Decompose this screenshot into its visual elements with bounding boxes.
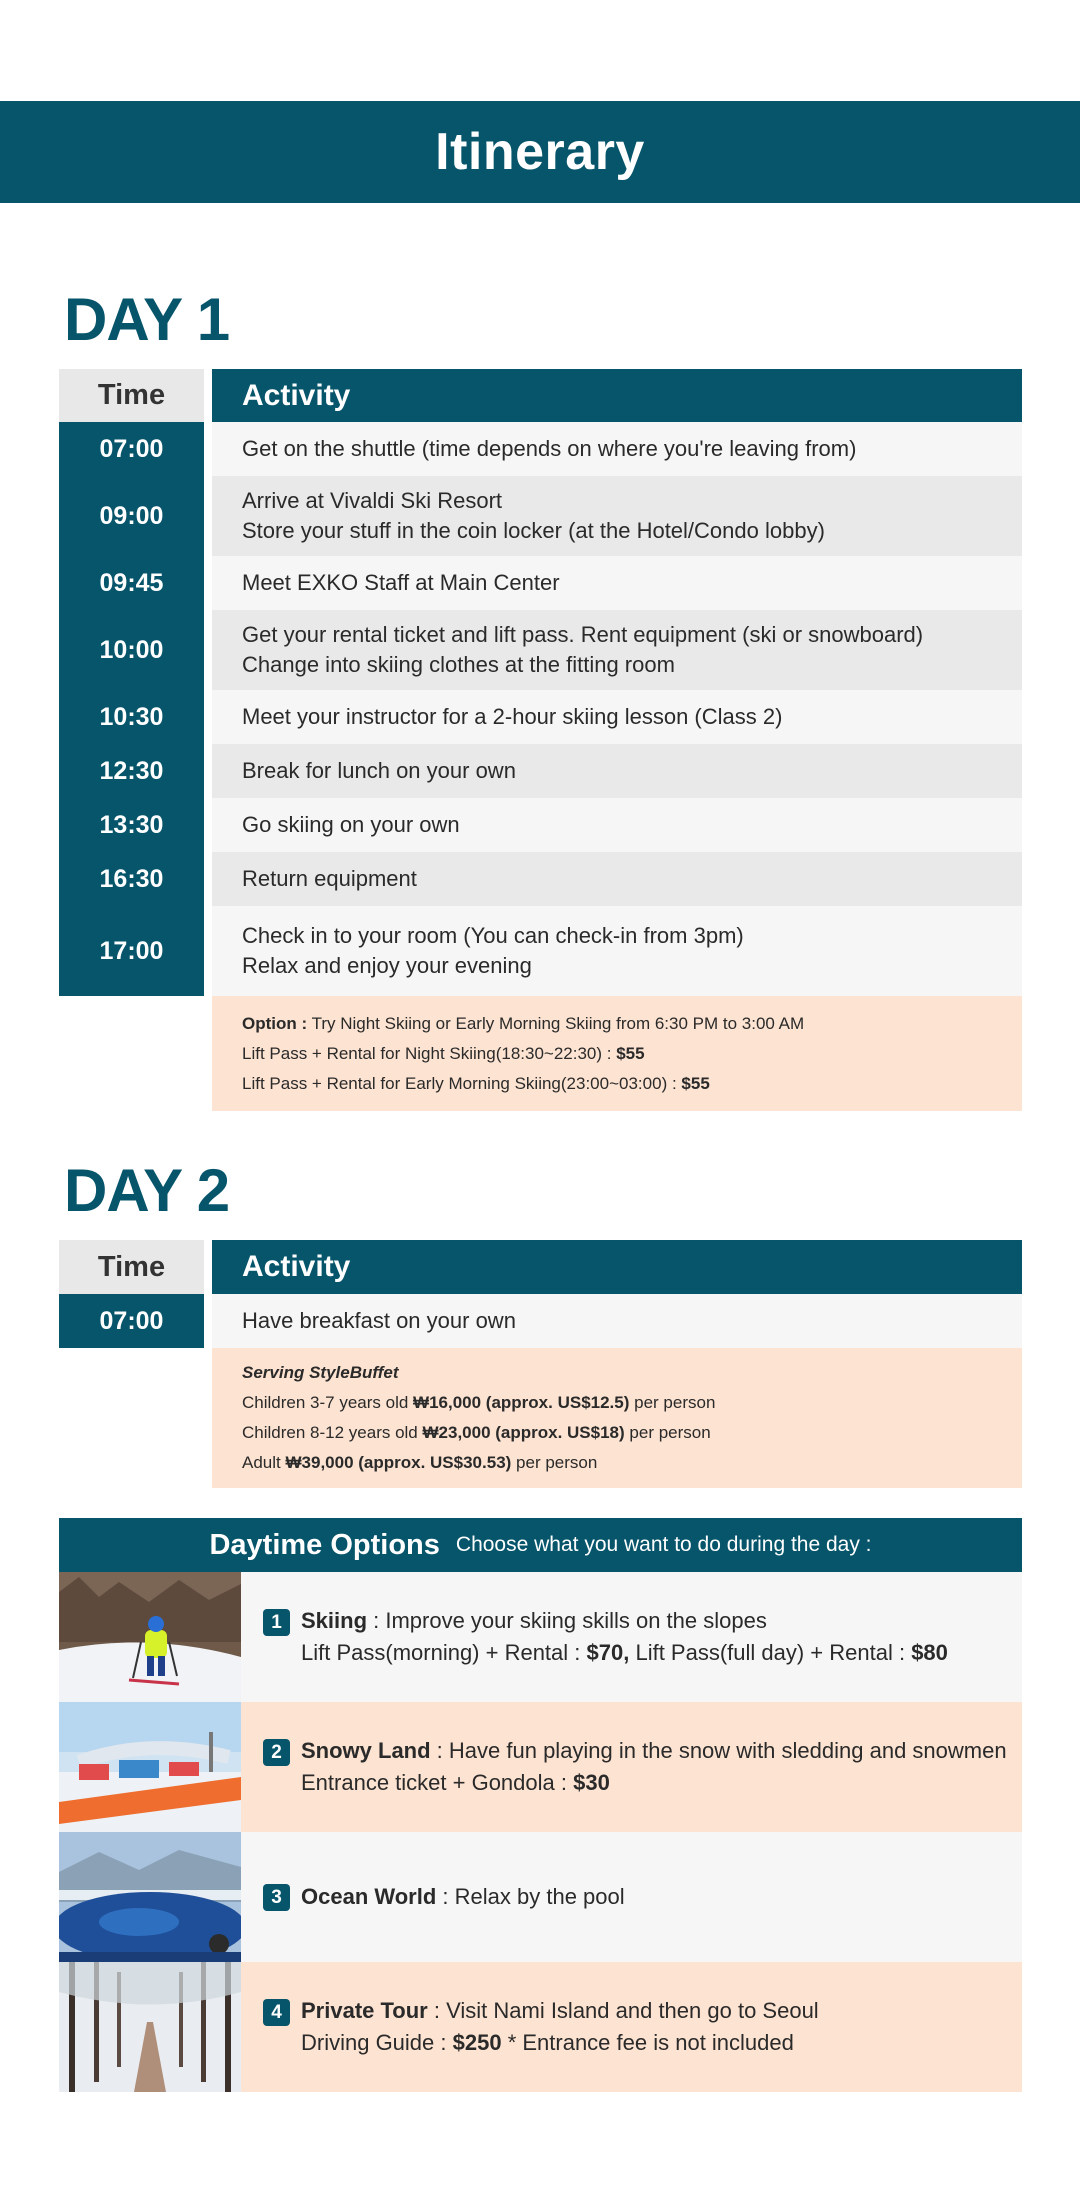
time-cell: 17:00 [99, 936, 164, 965]
option-number-badge: 4 [263, 1999, 290, 2026]
time-cell: 16:30 [99, 864, 164, 893]
option-ocean-world [59, 1832, 1022, 1962]
activity-cell: Check in to your room (You can check-in from 3pm) Relax and enjoy your evening [212, 906, 1022, 996]
time-cell: 12:30 [99, 756, 164, 785]
day2-activity-header: Activity [212, 1240, 1022, 1294]
skiing-description: 1 Skiing : Improve your skiing skills on the slopes Lift Pass(morning) + Rental : $70, Lift Pass(full day) + Rental : $80 [241, 1572, 1022, 1702]
day1-activity-header: Activity [212, 369, 1022, 422]
time-cell: 13:30 [99, 810, 164, 839]
options-title: Daytime Options [209, 1528, 440, 1561]
option-number-badge: 2 [263, 1739, 290, 1766]
options-subtitle: Choose what you want to do during the day : [455, 1533, 872, 1556]
time-cell: 09:45 [99, 568, 164, 597]
day2-breakfast-note: Serving StyleBuffet Children 3-7 years old ₩16,000 (approx. US$12.5) per person Children 8-12 years old ₩23,000 (approx. US$18) per person Adult ₩39,000 (approx. US$30.53) per person [212, 1348, 1022, 1488]
activity-cell: Break for lunch on your own [212, 744, 1022, 798]
time-cell: 07:00 [99, 1306, 164, 1335]
day1-option-note: Option : Try Night Skiing or Early Morning Skiing from 6:30 PM to 3:00 AM Lift Pass + Rental for Night Skiing(18:30~22:30) : $55 Lift Pass + Rental for Early Morning Skiing(23:00~03:00) : $55 [212, 996, 1022, 1111]
day2-title: DAY 2 [64, 1157, 230, 1224]
activity-cell: Have breakfast on your own [212, 1294, 1022, 1348]
day1-time-column [59, 422, 204, 996]
day2-time-column [59, 1294, 204, 1348]
day1-time-header: Time [59, 369, 204, 422]
time-cell: 07:00 [99, 434, 164, 463]
header-banner [0, 101, 1080, 203]
activity-cell: Arrive at Vivaldi Ski Resort Store your stuff in the coin locker (at the Hotel/Condo lobby) [212, 476, 1022, 556]
time-cell: 10:00 [99, 635, 164, 664]
activity-cell: Go skiing on your own [212, 798, 1022, 852]
activity-cell: Meet EXKO Staff at Main Center [212, 556, 1022, 610]
skiing-photo [59, 1572, 241, 1702]
activity-cell: Return equipment [212, 852, 1022, 906]
time-cell: 10:30 [99, 702, 164, 731]
activity-cell: Meet your instructor for a 2-hour skiing lesson (Class 2) [212, 690, 1022, 744]
day2-time-header: Time [59, 1240, 204, 1294]
activity-cell: Get on the shuttle (time depends on where you're leaving from) [212, 422, 1022, 476]
activity-cell: Get your rental ticket and lift pass. Rent equipment (ski or snowboard) Change into skiing clothes at the fitting room [212, 610, 1022, 690]
page-title: Itinerary [435, 123, 645, 181]
day1-title: DAY 1 [64, 286, 230, 353]
snowy-land-photo [59, 1702, 241, 1832]
time-cell: 09:00 [99, 501, 164, 530]
option-skiing [59, 1572, 1022, 1702]
snowy-land-description: 2 Snowy Land : Have fun playing in the snow with sledding and snowmen Entrance ticket + Gondola : $30 [241, 1702, 1022, 1832]
option-snowy-land [59, 1702, 1022, 1832]
ocean-world-description: 3 Ocean World : Relax by the pool [241, 1832, 1022, 1962]
private-tour-description: 4 Private Tour : Visit Nami Island and then go to Seoul Driving Guide : $250 * Entrance fee is not included [241, 1962, 1022, 2092]
option-private-tour [59, 1962, 1022, 2092]
option-number-badge: 1 [263, 1609, 290, 1636]
daytime-options-header [59, 1518, 1022, 1572]
option-number-badge: 3 [263, 1884, 290, 1911]
ocean-world-photo [59, 1832, 241, 1962]
private-tour-photo [59, 1962, 241, 2092]
